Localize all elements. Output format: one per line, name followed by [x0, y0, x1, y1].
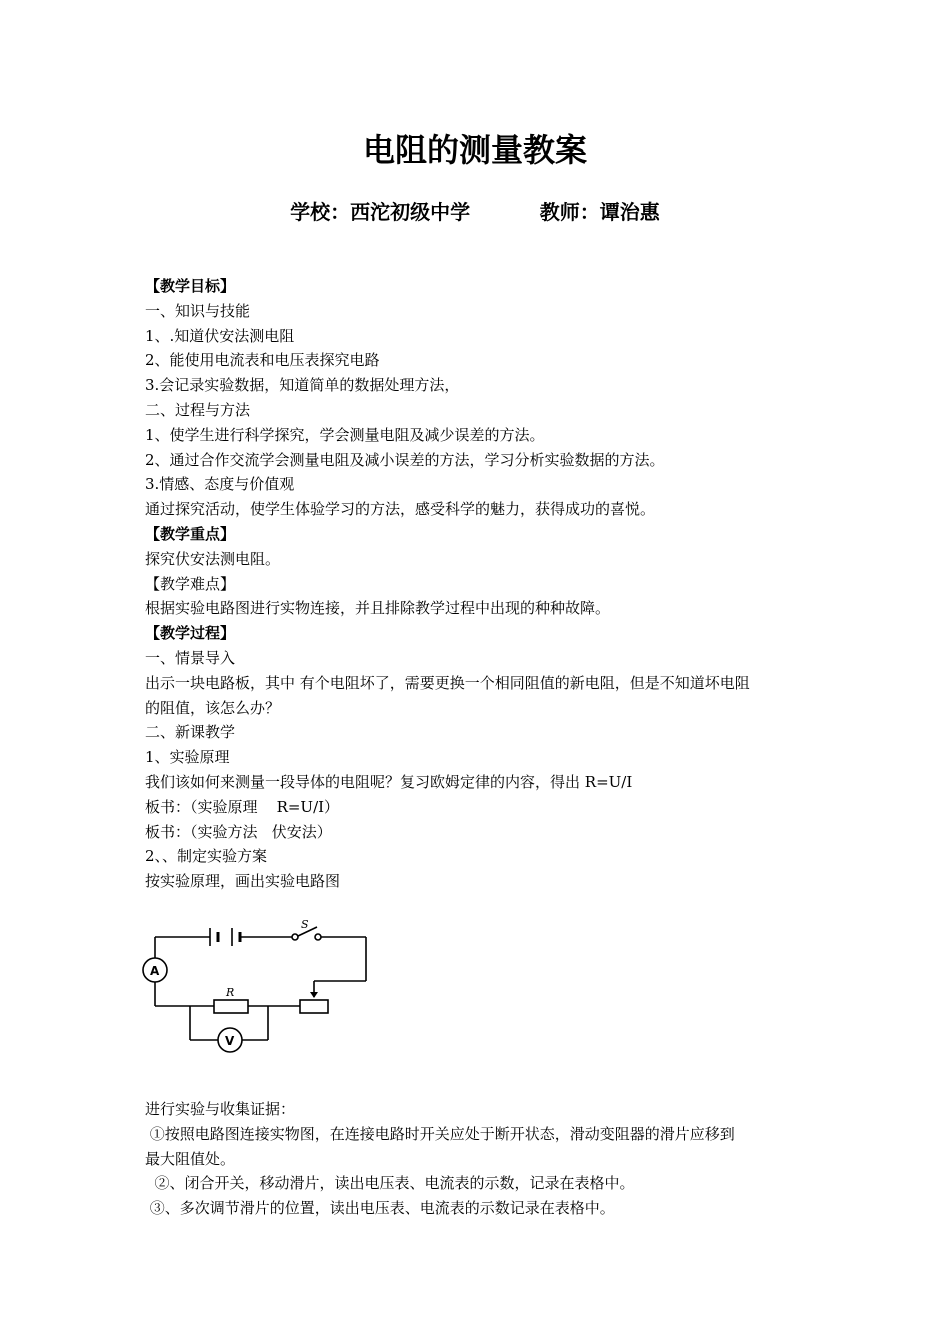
text-line: 2、能使用电流表和电压表探究电路 — [145, 351, 380, 370]
text-line: 一、知识与技能 — [145, 301, 251, 320]
text-line: 二、过程与方法 — [145, 400, 251, 419]
ammeter-label: A — [150, 964, 160, 978]
resistor-label: R — [226, 986, 235, 999]
battery-symbol — [210, 928, 240, 946]
text-line: 一、情景导入 — [145, 648, 236, 667]
page-title: 电阻的测量教案 — [362, 131, 587, 169]
text-line: 二、新课教学 — [145, 723, 236, 742]
text-line: 3.会记录实验数据，知道简单的数据处理方法， — [145, 376, 460, 395]
switch-label: S — [301, 918, 309, 931]
text-line: 【教学重点】 — [145, 524, 236, 543]
text-line: 【教学难点】 — [145, 574, 236, 593]
text-line: 【教学目标】 — [145, 277, 236, 295]
text-line: ①按照电路图连接实物图，在连接电路时开关应处于断开状态，滑动变阻器的滑片应移到 — [145, 1124, 735, 1143]
text-line: 板书：（实验方法 伏安法） — [145, 822, 332, 841]
text-line: 通过探究活动，使学生体验学习的方法，感受科学的魅力，获得成功的喜悦。 — [145, 500, 656, 519]
text-line: 1、实验原理 — [145, 748, 230, 767]
text-line: ③、多次调节滑片的位置，读出电压表、电流表的示数记录在表格中。 — [145, 1199, 615, 1218]
text-line: 探究伏安法测电阻。 — [145, 549, 281, 568]
text-line: 根据实验电路图进行实物连接，并且排除教学过程中出现的种种故障。 — [145, 599, 611, 618]
text-line: 板书：（实验原理 R=U/I） — [145, 797, 340, 816]
body-text-section-1 — [145, 274, 825, 894]
text-line: 按实验原理，画出实验电路图 — [145, 872, 341, 891]
text-line: 最大阻值处。 — [145, 1149, 236, 1168]
text-line: 的阻值，该怎么办？ — [145, 698, 281, 717]
resistor-symbol — [214, 1000, 248, 1013]
text-line: 1、.知道伏安法测电阻 — [145, 326, 295, 345]
body-text-section-2 — [145, 1097, 825, 1221]
text-line: 出示一块电路板，其中 有个电阻坏了，需要更换一个相同阻值的新电阻，但是不知道坏电阻 — [145, 673, 750, 692]
text-line: 3.情感、态度与价值观 — [145, 475, 295, 494]
rheostat-symbol — [300, 1000, 328, 1013]
text-line: ②、闭合开关，移动滑片，读出电压表、电流表的示数，记录在表格中。 — [145, 1174, 635, 1193]
text-line: 进行实验与收集证据： — [145, 1100, 296, 1118]
text-line: 2、、制定实验方案 — [145, 847, 268, 866]
circuit-diagram — [140, 918, 380, 1058]
voltmeter-label: V — [225, 1034, 235, 1048]
page-subtitle: 学校：西沱初级中学 教师：谭治惠 — [290, 200, 660, 224]
text-line: 2、通过合作交流学会测量电阻及减小误差的方法，学习分析实验数据的方法。 — [145, 450, 665, 469]
text-line: 1、使学生进行科学探究，学会测量电阻及减少误差的方法。 — [145, 425, 545, 444]
text-line: 我们该如何来测量一段导体的电阻呢？复习欧姆定律的内容，得出 R=U/I — [145, 772, 633, 791]
text-line: 【教学过程】 — [145, 624, 236, 643]
